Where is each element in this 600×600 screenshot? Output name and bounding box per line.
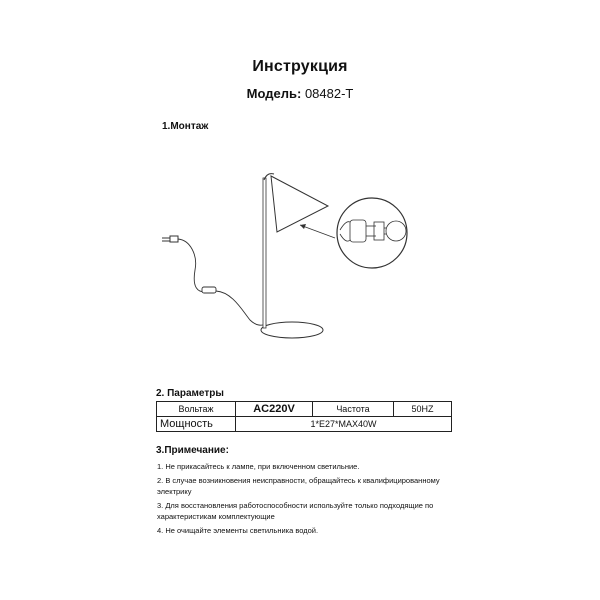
plug-icon [162,236,178,242]
list-item: 3. Для восстановления работоспособности используйте только подходящие по характеристикам комплектующие [157,501,434,521]
model-value: 08482-T [304,86,354,101]
list-item: 4. Не очищайте элементы светильника водой. [157,526,319,535]
list-item: 2. В случае возникновения неисправности, обращайтесь к квалифицированному электрику [157,476,440,496]
document-title: Инструкция [252,58,348,75]
parameters-table [156,401,452,432]
bulb-detail-circle [337,198,407,268]
table-row [157,402,452,417]
lamp-illustration [150,160,420,350]
power-label: Мощность [157,417,236,432]
power-value: 1*E27*MAX40W [236,417,452,432]
section-mounting-title: 1.Монтаж [162,121,209,132]
power-cord-lower [216,291,266,325]
detail-pointer [300,225,335,238]
lamp-base [261,322,323,338]
section-notes-title: 3.Примечание: [156,445,229,456]
power-cord [178,239,205,292]
frequency-label: Частота [313,402,394,417]
frequency-value: 50HZ [394,402,452,417]
section-params-title: 2. Параметры [156,388,224,399]
lamp-shade [271,176,328,232]
list-item: 1. Не прикасайтесь к лампе, при включенном светильние. [157,462,360,471]
model-line [0,86,600,101]
notes-list [157,461,457,539]
cord-switch [202,287,216,293]
voltage-label: Вольтаж [157,402,236,417]
lamp-pole [263,178,266,328]
table-row [157,417,452,432]
voltage-value: AC220V [236,402,313,417]
model-label: Модель: [246,86,302,101]
